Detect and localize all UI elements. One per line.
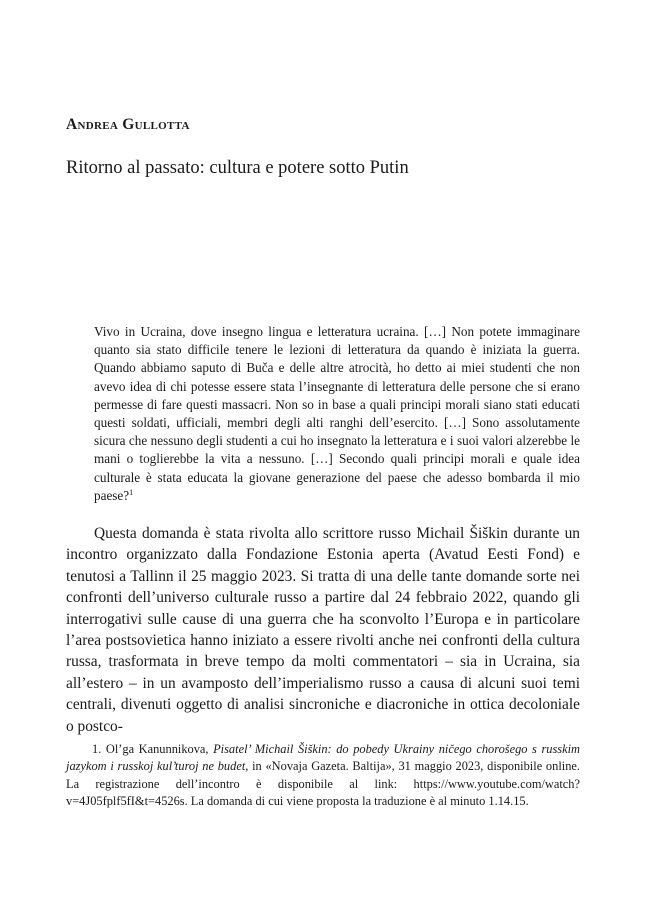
block-quote xyxy=(94,323,580,505)
footnote-reference[interactable]: 1 xyxy=(129,487,134,497)
author-name: Andrea Gullotta xyxy=(66,116,190,133)
footnotes xyxy=(66,741,580,811)
footnote-author: Ol’ga Kanunnikova, xyxy=(105,742,214,756)
body-paragraph: Questa domanda è stata rivolta allo scrittore russo Michail Šiškin durante un incontro organizzato dalla Fondazione Estonia aperta (Avatud Eesti Fond) e tenutosi a Tallinn il 25 maggio 2023. Si tratta di una delle tante domande sorte nei confronti dell’universo culturale russo a partire dal 24 febbraio 2022, quando gli interrogativi sulle cause di una guerra che ha sconvolto l’Europa e in particolare l’area postsovietica hanno iniziato a essere rivolti anche nei confronti della cultura russa, trasformata in breve tempo da molti commentatori – sia in Ucraina, sia all’estero – in un avamposto dell’imperialismo russo a causa di alcuni suoi temi centrali, divenuti oggetto di analisi sincroniche e diacroniche in ottica decoloniale o postco- xyxy=(66,525,580,735)
footnote-1 xyxy=(66,741,580,811)
chapter-title: Ritorno al passato: cultura e potere sotto Putin xyxy=(66,158,409,178)
quote-text: Vivo in Ucraina, dove insegno lingua e letteratura ucraina. […] Non potete immaginare quanto sia stato difficile tenere le lezioni di letteratura da quando è iniziata la guerra. Quando abbiamo saputo di Buča e delle altre atrocità, ho detto ai miei studenti che non avevo idea di chi potesse essere stata l’insegnante di letteratura delle persone che si erano permesse di fare questi massacri. Non so in base a quali principi morali siano stati educati questi soldati, ufficiali, membri degli alti ranghi dell’esercito. […] Sono assolutamente sicura che nessuno degli studenti a cui ho insegnato la letteratura e i suoi valori alzerebbe le mani o toglierebbe la vita a nessuno. […] Secondo quali principi morali e quale idea culturale è stata educata la giovane generazione del paese che adesso bombarda il mio paese? xyxy=(94,324,580,503)
footnote-details: , in «Novaja Gazeta. Baltija», 31 maggio 2023, disponibile online. La registrazione dell’incontro è disponibile al link: https://www.youtube.com/watch?v=4J05fplf5fI&t=4526s. La domanda di cui viene proposta la traduzione è al minuto 1.14.15. xyxy=(66,759,580,809)
footnote-work-title: Pisatel’ Michail Šiškin: do pobedy Ukrainy ničego chorošego s russkim jazykom i russkoj kul’turoj ne budet xyxy=(66,742,580,774)
footnote-number: 1. xyxy=(92,742,102,756)
